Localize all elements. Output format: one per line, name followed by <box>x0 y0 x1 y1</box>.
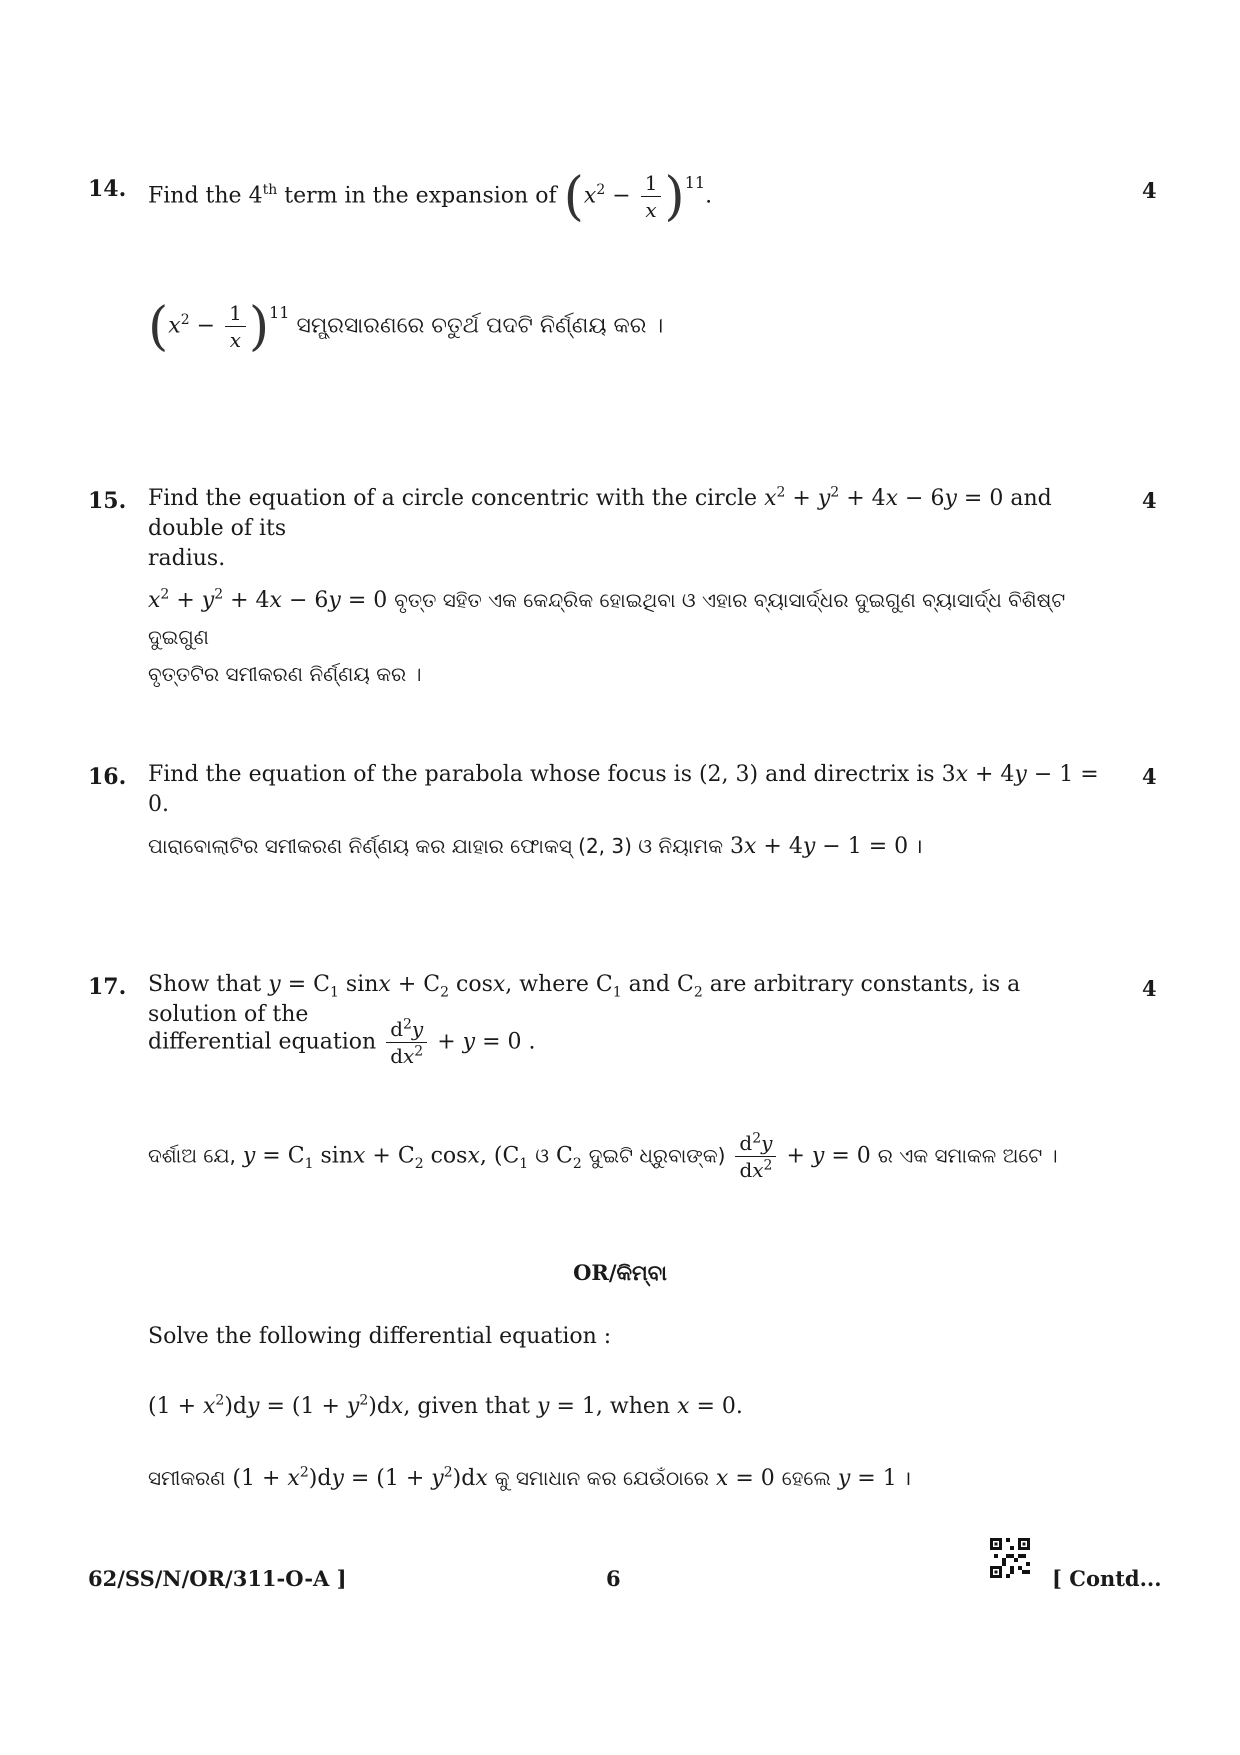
alt-question-line1: Solve the following differential equation : <box>148 1324 612 1349</box>
question-text-en: Show that $y = C_1$ $\sin x + C_2$ cosx, where $C_1$ and $C_2$ are arbitrary constants, is a solution of the <box>148 972 1021 1027</box>
question-text-en: Find the equation of the parabola whose focus is (2, 3) and directrix is 3x + 4y − 1 = 0. <box>148 762 1099 817</box>
paper-code: 62/SS/N/OR/311-O-A ] <box>88 1566 347 1591</box>
alt-question-odia: ସମୀକରଣ $(1 + x^2)dy = (1 + y^2)dx$ କୁ ସମାଧାନ କର ଯେଉଁଠାରେ x = 0 ହେଲେ y = 1 । <box>148 1464 912 1491</box>
or-heading: OR/କିମ୍ବା <box>573 1260 667 1285</box>
alt-question-line2: $(1 + x^2)dy = (1 + y^2)dx$, given that y = 1, when x = 0. <box>148 1392 743 1419</box>
question-text-en: Find the equation of a circle concentric with the circle $x^2 + y^2 + 4x - 6y = 0$ and double of its radius. <box>148 484 1052 571</box>
continued-label: [ Contd... <box>1052 1566 1162 1591</box>
question-number: 15. <box>88 488 127 514</box>
question-15-odia: $x^2 + y^2 + 4x - 6y = 0$ ବୃତ୍ତ ସହିତ ଏକ କେନ୍ଦ୍ରିକ ହୋଇଥିବା ଓ ଏହାର ବ୍ୟାସାର୍ଦ୍ଧର ଦୁଇଗୁଣ ବ୍ୟାସାର୍ଦ୍ଧ ବିଶିଷ୍ଟ ଦୁଇଗୁଣ ବୃତ୍ତଟିର ସମୀକରଣ ନିର୍ଣ୍ଣୟ କର । <box>148 586 1066 686</box>
question-17-odia: ଦର୍ଶାଅ ଯେ, $y = C_1$ $\sin x + C_2$ cosx, ($C_1$ ଓ $C_2$ ଦୁଇଟି ଧ୍ରୁବାଙ୍କ) $\frac{d^2y}{dx^2}$ + y = 0 ର ଏକ ସମାକଳ ଅଟେ । <box>148 1130 1058 1182</box>
marks: 4 <box>1142 488 1157 513</box>
binomial-expression: ($x^2$ − $\frac{1}{x}$ )11 <box>563 166 706 227</box>
page-number: 6 <box>606 1566 621 1591</box>
qr-code-icon <box>990 1538 1030 1578</box>
question-16-odia: ପାରାବୋଲାଟିର ସମୀକରଣ ନିର୍ଣ୍ଣୟ କର ଯାହାର ଫୋକସ୍ (2, 3) ଓ ନିୟାମକ 3x + 4y − 1 = 0 । <box>148 834 923 859</box>
marks: 4 <box>1142 764 1157 789</box>
question-number: 17. <box>88 974 127 1000</box>
marks: 4 <box>1142 976 1157 1001</box>
question-14-odia: ($x^2$ − $\frac{1}{x}$ )11 ସମ୍ପ୍ରସାରଣରେ ଚତୁର୍ଥ ପଦଟି ନିର୍ଣ୍ଣୟ କର । <box>148 296 664 357</box>
question-text-en: Find the 4th term in the expansion of ($x^2$ − $\frac{1}{x}$ )11. <box>148 166 713 227</box>
question-17-line2: differential equation $\frac{d^2y}{dx^2}$ + y = 0 . <box>148 1016 536 1068</box>
marks: 4 <box>1142 178 1157 203</box>
question-number: 16. <box>88 764 127 790</box>
question-number: 14. <box>88 176 127 202</box>
binomial-expression: ($x^2$ − $\frac{1}{x}$ )11 <box>148 296 290 357</box>
